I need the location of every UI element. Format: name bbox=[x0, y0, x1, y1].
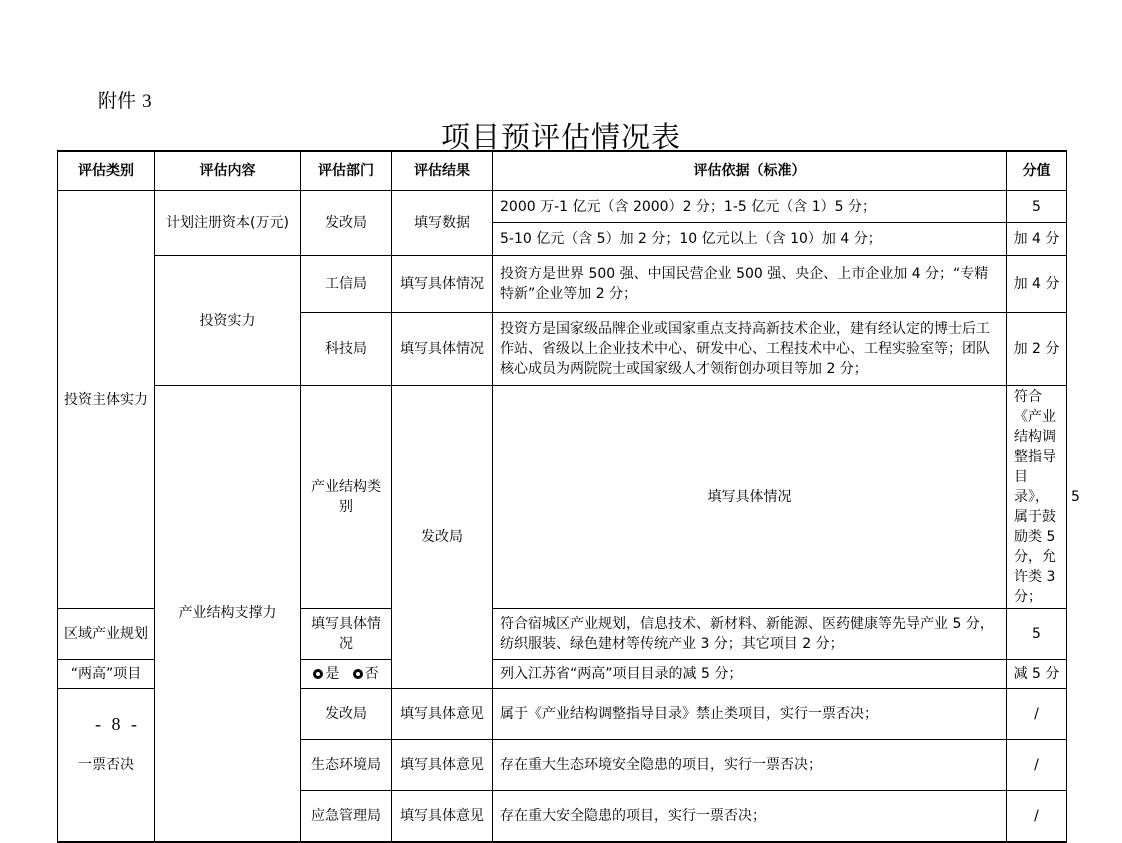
category-industry-support: 产业结构支撑力 bbox=[155, 386, 301, 842]
header-basis: 评估依据（标准） bbox=[493, 151, 1007, 191]
attachment-label bbox=[98, 86, 152, 113]
table-row bbox=[58, 191, 1067, 223]
basis-cell: 投资方是国家级品牌企业或国家重点支持高新技术企业，建有经认定的博士后工作站、省级以上企业技术中心、研发中心、工程技术中心、工程实验室等；团队核心成员为两院院士或国家级人才领衔创办项目等加 2 分； bbox=[493, 313, 1007, 386]
content-industry-type: 产业结构类别 bbox=[301, 386, 392, 609]
basis-cell: 投资方是世界 500 强、中国民营企业 500 强、央企、上市企业加 4 分；“专精特新”企业等加 2 分； bbox=[493, 256, 1007, 313]
result-cell: 填写具体情况 bbox=[301, 609, 392, 660]
page-title: 项目预评估情况表 bbox=[440, 120, 681, 154]
table-row: 产业结构支撑力 产业结构类别 发改局 填写具体情况 符合《产业结构调整指导目录》，属于鼓励类 5 分，允许类 3 分； 5 bbox=[58, 386, 1067, 609]
score-cell: 减 5 分 bbox=[1007, 660, 1067, 689]
category-investor-strength: 投资主体实力 bbox=[58, 191, 155, 609]
radio-yes-label: 是 bbox=[325, 666, 340, 682]
basis-cell: 符合宿城区产业规划，信息技术、新材料、新能源、医药健康等先导产业 5 分，纺织服装、绿色建材等传统产业 3 分；其它项目 2 分； bbox=[493, 609, 1007, 660]
content-two-high: “两高”项目 bbox=[58, 660, 155, 689]
header-row bbox=[58, 151, 1067, 191]
basis-cell: 存在重大生态环境安全隐患的项目，实行一票否决； bbox=[493, 740, 1007, 791]
score-cell: 5 bbox=[1007, 609, 1067, 660]
content-one-vote-veto: 一票否决 bbox=[58, 689, 155, 842]
dept-cell: 发改局 bbox=[301, 191, 392, 256]
page-number: - 8 - bbox=[95, 714, 140, 734]
score-cell: / bbox=[1007, 740, 1067, 791]
result-cell: 填写具体意见 bbox=[392, 689, 493, 740]
content-registered-capital: 计划注册资本(万元) bbox=[155, 191, 301, 256]
radio-yes[interactable] bbox=[313, 669, 323, 679]
header-department: 评估部门 bbox=[301, 151, 392, 191]
basis-cell: 2000 万-1 亿元（含 2000）2 分；1-5 亿元（含 1）5 分； bbox=[493, 191, 1007, 223]
header-category: 评估类别 bbox=[58, 151, 155, 191]
dept-cell: 应急管理局 bbox=[301, 791, 392, 842]
header-score: 分值 bbox=[1007, 151, 1067, 191]
dept-cell: 发改局 bbox=[392, 386, 493, 689]
radio-no[interactable] bbox=[353, 669, 363, 679]
score-cell: 加 4 分 bbox=[1007, 256, 1067, 313]
header-content: 评估内容 bbox=[155, 151, 301, 191]
result-cell: 填写具体情况 bbox=[392, 313, 493, 386]
result-cell: 填写具体意见 bbox=[392, 791, 493, 842]
dept-cell: 工信局 bbox=[301, 256, 392, 313]
basis-cell: 存在重大安全隐患的项目，实行一票否决； bbox=[493, 791, 1007, 842]
basis-cell: 属于《产业结构调整指导目录》禁止类项目，实行一票否决； bbox=[493, 689, 1007, 740]
result-cell: 填写具体情况 bbox=[392, 256, 493, 313]
evaluation-table bbox=[57, 150, 1080, 843]
dept-cell: 发改局 bbox=[301, 689, 392, 740]
basis-cell: 符合《产业结构调整指导目录》，属于鼓励类 5 分，允许类 3 分； bbox=[1007, 386, 1067, 609]
result-cell: 填写具体意见 bbox=[392, 740, 493, 791]
score-cell: / bbox=[1007, 791, 1067, 842]
score-cell: 加 4 分 bbox=[1007, 223, 1067, 256]
table-row bbox=[58, 256, 1067, 313]
content-investment-strength: 投资实力 bbox=[155, 256, 301, 386]
dept-cell: 生态环境局 bbox=[301, 740, 392, 791]
content-regional-plan: 区域产业规划 bbox=[58, 609, 155, 660]
score-cell: 加 2 分 bbox=[1007, 313, 1067, 386]
attachment-prefix: 附件 bbox=[98, 90, 137, 112]
result-cell: 填写具体情况 bbox=[493, 386, 1007, 609]
two-high-options bbox=[301, 660, 392, 689]
dept-cell: 科技局 bbox=[301, 313, 392, 386]
header-result: 评估结果 bbox=[392, 151, 493, 191]
result-cell: 填写数据 bbox=[392, 191, 493, 256]
score-cell: / bbox=[1007, 689, 1067, 740]
score-cell: 5 bbox=[1007, 191, 1067, 223]
basis-cell: 列入江苏省“两高”项目目录的减 5 分； bbox=[493, 660, 1007, 689]
attachment-number: 3 bbox=[142, 91, 152, 112]
radio-no-label: 否 bbox=[364, 666, 379, 682]
basis-cell: 5-10 亿元（含 5）加 2 分；10 亿元以上（含 10）加 4 分； bbox=[493, 223, 1007, 256]
